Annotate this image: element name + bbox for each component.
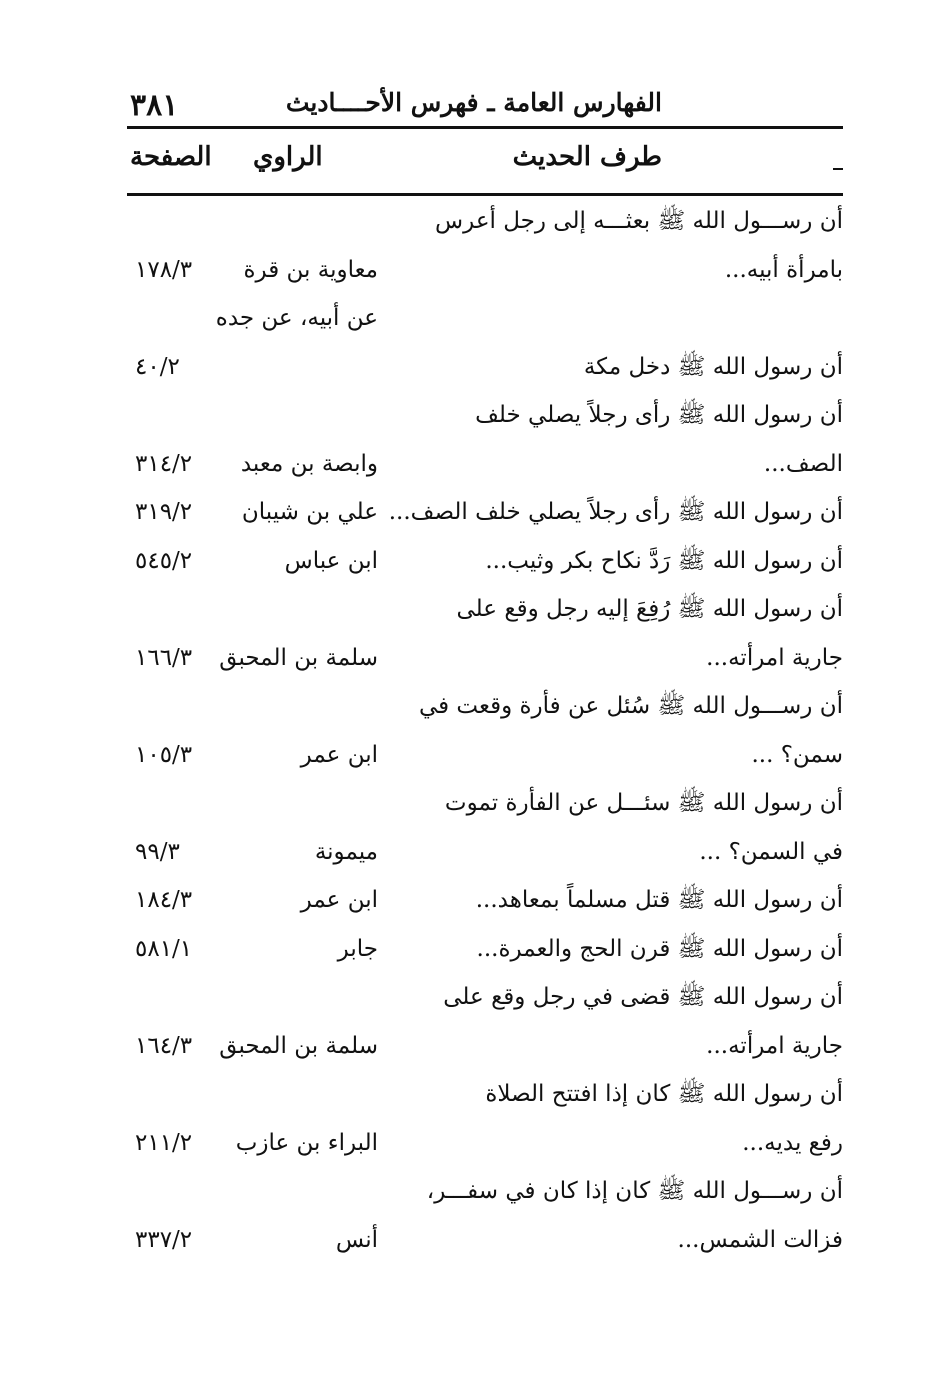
- hadith-cell: سمن؟ ...: [751, 741, 843, 768]
- rawi-cell: جابر: [337, 935, 378, 962]
- rawi-cell: علي بن شيبان: [241, 499, 378, 525]
- rawi-cell: ابن عمر: [300, 741, 378, 768]
- hadith-cell: جارية امرأته...: [706, 644, 843, 671]
- running-head: الفهارس العامة ـ فهرس الأحــــاديث: [285, 88, 662, 117]
- hadith-cell: أن رســـول الله ﷺ بعثـــه إلى رجل أعرس: [435, 208, 843, 234]
- hadith-cell: فزالت الشمس...: [677, 1226, 843, 1253]
- hadith-cell: الصف...: [763, 450, 843, 477]
- column-header-page: الصفحة: [130, 142, 212, 172]
- hadith-cell: أن رسول الله ﷺ قتل مسلماً بمعاهد...: [475, 887, 843, 913]
- page-ref-cell: ١٦٤/٣: [135, 1032, 193, 1059]
- header-rule: [127, 193, 843, 196]
- table-row: [127, 1070, 843, 1119]
- table-row: [127, 779, 843, 828]
- page-ref-cell: ١٨٤/٣: [135, 887, 193, 913]
- rawi-cell: سلمة بن المحبق: [219, 1032, 378, 1059]
- page-ref-cell: ٣١٩/٢: [135, 499, 193, 525]
- table-row: [127, 1022, 843, 1071]
- hadith-cell: أن رسول الله ﷺ رأى رجلاً يصلي خلف الصف...: [388, 499, 843, 525]
- table-row: [127, 973, 843, 1022]
- page-ref-cell: ٥٤٥/٢: [135, 547, 193, 574]
- page-ref-cell: ٩٩/٣: [135, 838, 180, 865]
- table-row: [127, 585, 843, 634]
- table-row: [127, 731, 843, 780]
- hadith-cell: أن رسول الله ﷺ رُفِعَ إليه رجل وقع على: [456, 596, 843, 622]
- page-ref-cell: ٣١٤/٢: [135, 450, 193, 477]
- hadith-cell: بامرأة أبيه...: [724, 256, 843, 283]
- table-row: [127, 876, 843, 925]
- table-row: [127, 634, 843, 683]
- table-row: [127, 828, 843, 877]
- rawi-cell: وابصة بن معبد: [240, 450, 378, 477]
- page-ref-cell: ٣٣٧/٢: [135, 1226, 193, 1253]
- hadith-cell: رفع يديه...: [742, 1129, 843, 1156]
- table-row: [127, 1167, 843, 1216]
- table-row: [127, 925, 843, 974]
- page-ref-cell: ١٠٥/٣: [135, 741, 193, 768]
- table-row: [127, 488, 843, 537]
- top-rule: [127, 126, 843, 129]
- rawi-cell: ابن عباس: [284, 547, 378, 574]
- table-row: [127, 682, 843, 731]
- hadith-cell: أن رسول الله ﷺ سئـــل عن الفأرة تموت: [444, 790, 843, 816]
- table-row: [127, 537, 843, 586]
- page-ref-cell: ١٧٨/٣: [135, 256, 193, 283]
- table-row: [127, 197, 843, 246]
- hadith-cell: أن رسول الله ﷺ قرن الحج والعمرة...: [476, 935, 843, 962]
- hadith-cell: أن رسول الله ﷺ دخل مكة: [583, 353, 843, 380]
- rawi-cell: عن أبيه، عن جده: [215, 305, 378, 331]
- table-row: [127, 440, 843, 489]
- hadith-cell: أن رسول الله ﷺ قضى في رجل وقع على: [443, 984, 843, 1010]
- hadith-cell: أن رسول الله ﷺ كان إذا افتتح الصلاة: [485, 1081, 843, 1107]
- rawi-cell: أنس: [335, 1226, 378, 1253]
- column-header-hadith: طرف الحديث: [512, 142, 662, 172]
- page-ref-cell: ٥٨١/١: [135, 935, 193, 962]
- rawi-cell: ابن عمر: [300, 887, 378, 913]
- page-ref-cell: ٢١١/٢: [135, 1129, 193, 1156]
- rawi-cell: معاوية بن قرة: [243, 256, 378, 283]
- hadith-index-table: [127, 197, 843, 1264]
- page-ref-cell: ١٦٦/٣: [135, 644, 193, 671]
- hadith-cell: أن رســـول الله ﷺ سُئل عن فأرة وقعت في: [418, 693, 843, 719]
- hadith-cell: في السمن؟ ...: [699, 838, 843, 865]
- hadith-cell: أن رســـول الله ﷺ كان إذا كان في سفـــر،: [426, 1178, 843, 1204]
- table-row: [127, 343, 843, 392]
- page-ref-cell: ٤٠/٢: [135, 353, 180, 380]
- table-row: [127, 1216, 843, 1265]
- table-row: [127, 246, 843, 295]
- header-tick: [833, 168, 843, 170]
- column-header-rawi: الراوي: [253, 142, 323, 172]
- rawi-cell: ميمونة: [314, 838, 378, 865]
- hadith-cell: أن رسول الله ﷺ رأى رجلاً يصلي خلف: [475, 402, 843, 428]
- page-number: ٣٨١: [130, 88, 179, 123]
- rawi-cell: البراء بن عازب: [235, 1129, 378, 1156]
- hadith-cell: جارية امرأته...: [706, 1032, 843, 1059]
- table-row: [127, 1119, 843, 1168]
- table-row: [127, 294, 843, 343]
- table-row: [127, 391, 843, 440]
- rawi-cell: سلمة بن المحبق: [219, 644, 378, 671]
- hadith-cell: أن رسول الله ﷺ رَدَّ نكاح بكر وثيب...: [485, 547, 843, 574]
